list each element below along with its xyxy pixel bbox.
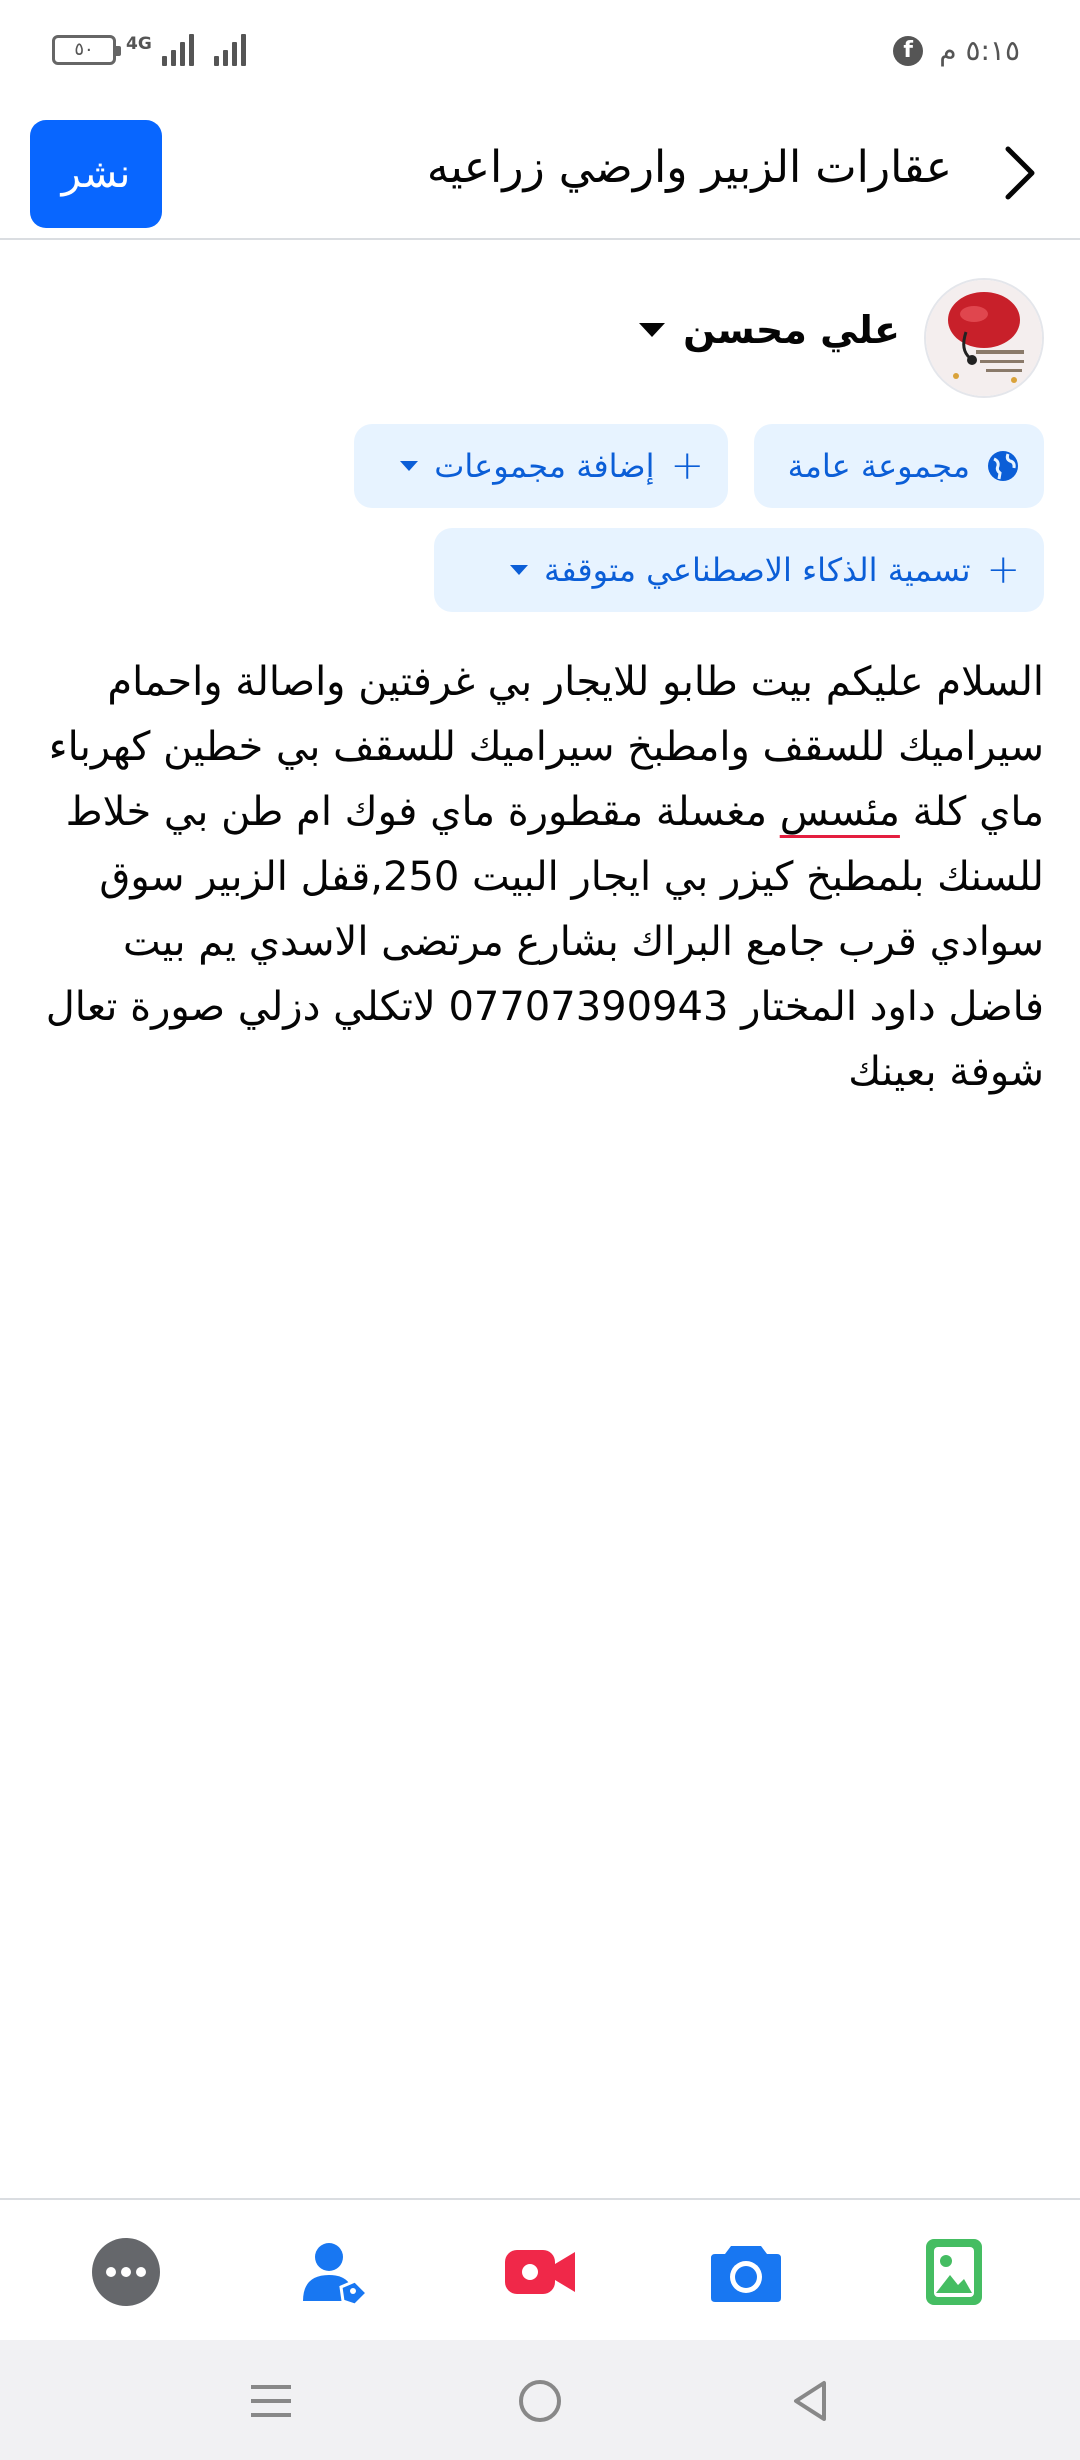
status-indicators [52, 34, 246, 66]
more-button[interactable] [84, 2230, 168, 2314]
page-title: عقارات الزبير وارضي زراعيه [426, 142, 952, 193]
camera-button[interactable] [704, 2230, 788, 2314]
audience-chip[interactable] [754, 424, 1044, 508]
home-circle-icon [516, 2377, 564, 2425]
camera-icon [709, 2240, 783, 2304]
back-triangle-icon [788, 2377, 832, 2425]
recent-apps-button[interactable] [236, 2366, 306, 2436]
ai-label-text: تسمية الذكاء الاصطناعي متوقفة [544, 551, 971, 589]
post-button[interactable]: نشر [30, 120, 162, 228]
caret-down-icon [639, 323, 665, 337]
composer-toolbar [0, 2198, 1080, 2340]
post-text-editor[interactable] [34, 650, 1044, 1105]
author-selector[interactable] [639, 308, 900, 352]
tag-people-icon [299, 2237, 369, 2307]
signal-icon-2 [214, 34, 246, 66]
more-icon [91, 2237, 161, 2307]
globe-icon [986, 449, 1020, 483]
add-groups-label: إضافة مجموعات [434, 447, 655, 485]
chevron-right-icon [1000, 143, 1040, 203]
post-text-part: مغسلة مقطورة ماي فوك ام طن بي خلاط للسنك بلمطبخ كيزر بي ايجار البيت 250,قفل الزبير سوق سوادي قرب جامع البراك بشارع مرتضى الاسدي يم بيت فاضل داود المختار 07707390943 لاتكلي دزلي صورة تعال شوفة بعينك [45, 789, 1044, 1095]
caret-down-icon [510, 565, 528, 575]
status-time-area [893, 34, 1020, 67]
post-text-part: السلام عليكم بيت طابو للايجار بي غرفتين واصالة واحمام سيراميك للسقف وامطبخ سيراميك للسقف بي خطين كهرباء ماي كلة [48, 659, 1044, 835]
photo-button[interactable] [912, 2230, 996, 2314]
caret-down-icon [400, 461, 418, 471]
avatar[interactable] [924, 278, 1044, 398]
battery-icon [52, 35, 116, 65]
ai-label-chip[interactable] [434, 528, 1044, 612]
system-back-button[interactable] [775, 2366, 845, 2436]
battery-level: ٥٠ [74, 39, 94, 60]
live-video-button[interactable] [498, 2230, 582, 2314]
menu-icon [249, 2381, 293, 2421]
plus-icon: + [986, 547, 1020, 593]
tag-people-button[interactable] [292, 2230, 376, 2314]
status-time: ٥:١٥ م [939, 34, 1020, 67]
plus-icon: + [670, 443, 704, 489]
avatar-image [926, 280, 1044, 398]
author-name: علي محسن [683, 308, 900, 352]
facebook-notification-icon: f [893, 36, 923, 66]
audience-label: مجموعة عامة [787, 447, 970, 485]
network-type: 4G [126, 34, 152, 54]
status-bar [0, 0, 1080, 108]
add-groups-chip[interactable] [354, 424, 728, 508]
live-video-icon [503, 2244, 577, 2300]
back-button[interactable] [990, 138, 1050, 208]
system-navigation-bar [0, 2340, 1080, 2460]
misspelled-word[interactable]: مئسس [779, 789, 900, 835]
signal-icon [162, 34, 194, 66]
header [0, 108, 1080, 240]
home-button[interactable] [505, 2366, 575, 2436]
photo-icon [924, 2237, 984, 2307]
